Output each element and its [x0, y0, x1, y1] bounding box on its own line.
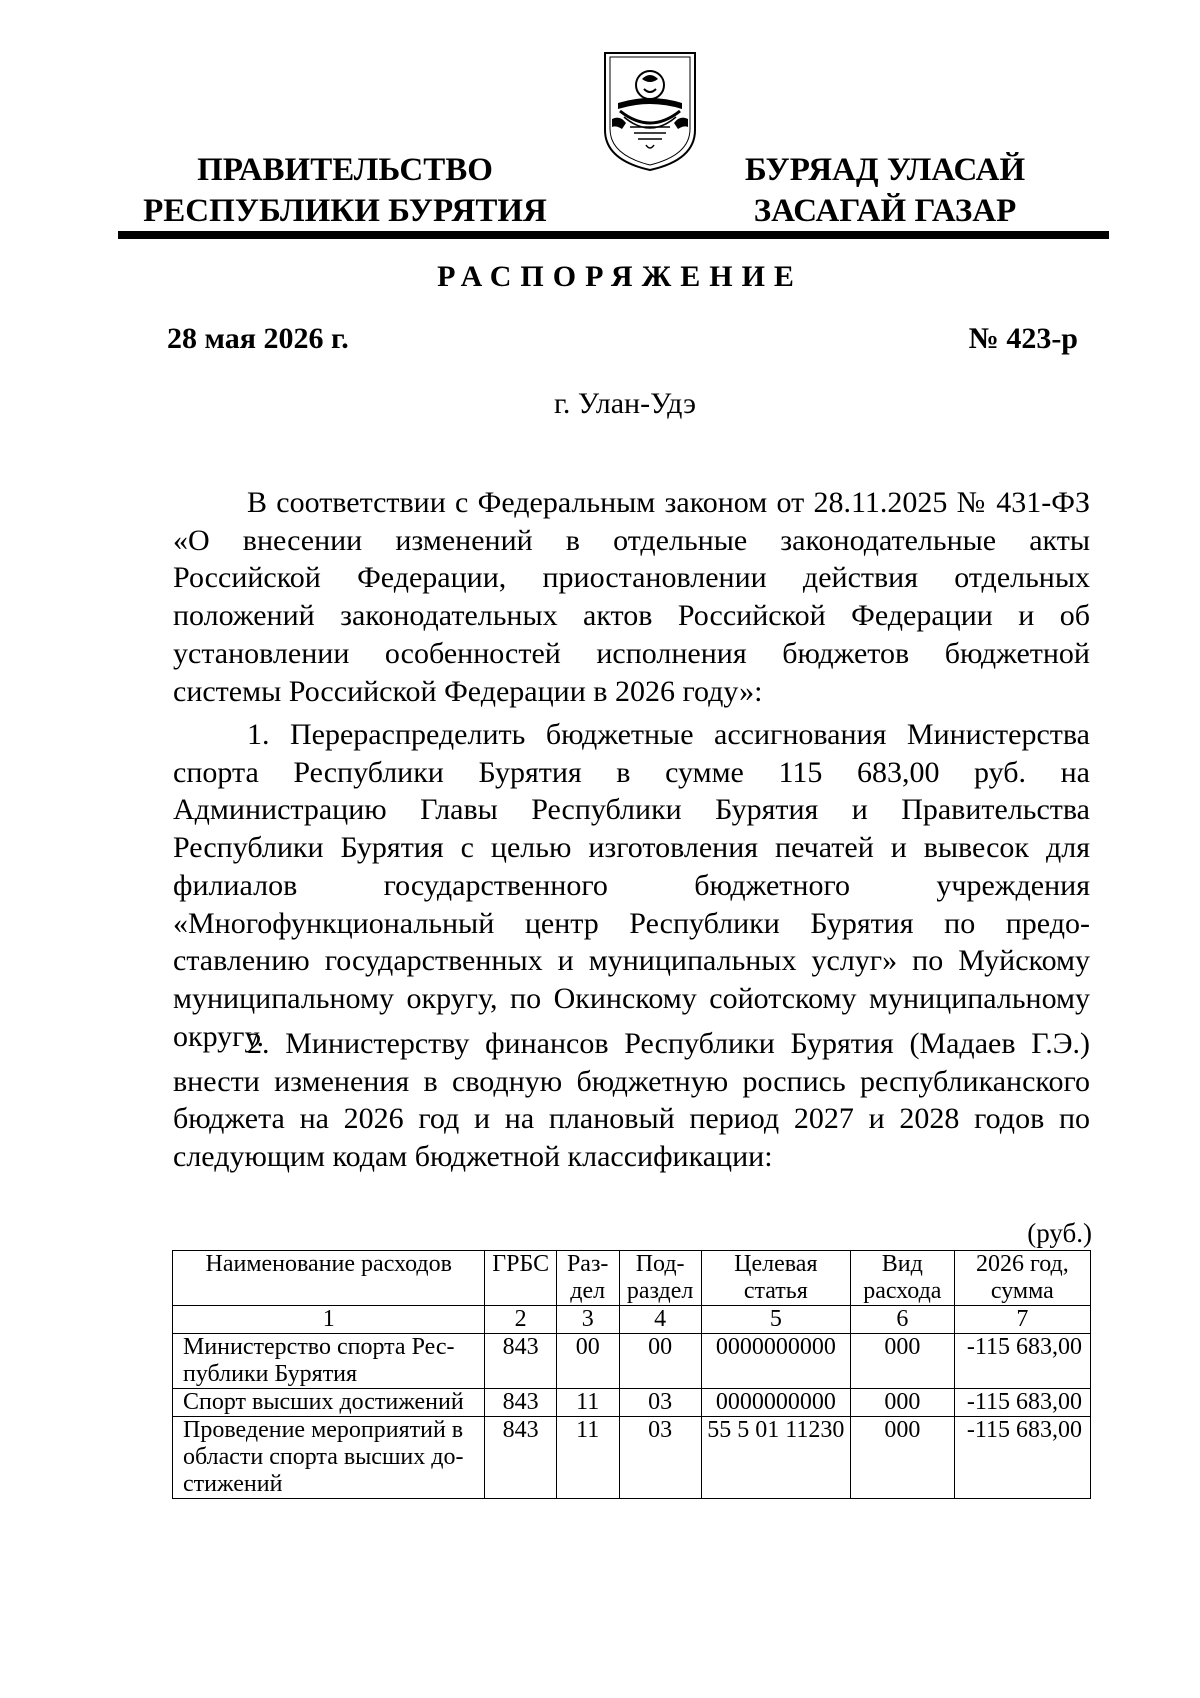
document-number: № 423-р — [968, 322, 1078, 355]
table-header-row — [173, 1251, 1091, 1306]
government-name-line: ЗАСАГАЙ ГАЗАР — [753, 193, 1017, 229]
column-number: 7 — [954, 1306, 1090, 1334]
section-code: 11 — [556, 1417, 619, 1499]
item-1-paragraph: 1. Перераспределить бюджетные ассигнования Министерства спорта Республики Бурятия в сумме 115 683,00 руб. на Администрацию Главы Республики Бурятия и Правительства Республики Бурятия с целью изготовления печатей и вывесок для филиалов государственного бюджетного учреждения «Многофункциональный центр Республики Бурятия по предоставлению государственных и муниципальных услуг» по Муйскому муниципальному округу, по Окинскому сойотскому муниципальному округу. — [173, 718, 1090, 1053]
target-article-code: 0000000000 — [701, 1334, 850, 1389]
expense-name: Спорт высших достижений — [173, 1389, 485, 1417]
column-header: 2026 год, сумма — [954, 1251, 1090, 1306]
grbs-code: 843 — [485, 1334, 556, 1389]
government-name-line: БУРЯАД УЛАСАЙ — [744, 152, 1026, 188]
document-city: г. Улан-Удэ — [553, 387, 697, 420]
column-header: Под-раздел — [619, 1251, 701, 1306]
subsection-code: 00 — [619, 1334, 701, 1389]
table-row — [173, 1334, 1091, 1389]
column-number: 3 — [556, 1306, 619, 1334]
section-code: 00 — [556, 1334, 619, 1389]
column-number: 2 — [485, 1306, 556, 1334]
header-rule — [118, 231, 1109, 239]
column-header: Целевая статья — [701, 1251, 850, 1306]
expense-name: Проведение мероприятий в области спорта высших достижений — [173, 1417, 485, 1499]
expense-name: Министерство спорта Республики Бурятия — [173, 1334, 485, 1389]
currency-unit: (руб.) — [1027, 1218, 1092, 1248]
column-number: 1 — [173, 1306, 485, 1334]
government-name-buryat — [720, 150, 1050, 232]
section-code: 11 — [556, 1389, 619, 1417]
column-header: Раз-дел — [556, 1251, 619, 1306]
government-name-line: РЕСПУБЛИКИ БУРЯТИЯ — [143, 193, 547, 229]
grbs-code: 843 — [485, 1389, 556, 1417]
document-type: РАСПОРЯЖЕНИЕ — [437, 260, 803, 293]
coat-of-arms-of-buryatia-icon — [590, 45, 710, 175]
column-number: 4 — [619, 1306, 701, 1334]
column-number: 5 — [701, 1306, 850, 1334]
table-row — [173, 1389, 1091, 1417]
expense-kind-code: 000 — [850, 1389, 954, 1417]
column-number: 6 — [850, 1306, 954, 1334]
subsection-code: 03 — [619, 1389, 701, 1417]
subsection-code: 03 — [619, 1417, 701, 1499]
government-name-line: ПРАВИТЕЛЬСТВО — [197, 152, 493, 188]
amount: -115 683,00 — [954, 1417, 1090, 1499]
item-2-paragraph: 2. Министерству финансов Республики Бурятия (Мадаев Г.Э.) внести изменения в сводную бюджетную роспись республиканского бюджета на 2026 год и на плановый период 2027 и 2028 годов по следующим кодам бюджетной классификации: — [173, 1027, 1090, 1174]
expense-kind-code: 000 — [850, 1417, 954, 1499]
column-header: Наименование расходов — [173, 1251, 485, 1306]
column-header: ГРБС — [485, 1251, 556, 1306]
column-header: Вид расхода — [850, 1251, 954, 1306]
coat-of-arms-emblem — [590, 45, 710, 175]
table-row — [173, 1417, 1091, 1499]
target-article-code: 0000000000 — [701, 1389, 850, 1417]
amount: -115 683,00 — [954, 1389, 1090, 1417]
expense-kind-code: 000 — [850, 1334, 954, 1389]
target-article-code: 55 5 01 11230 — [701, 1417, 850, 1499]
government-name-russian — [140, 150, 550, 232]
grbs-code: 843 — [485, 1417, 556, 1499]
document-date: 28 мая 2026 г. — [167, 322, 349, 355]
budget-table — [172, 1250, 1091, 1499]
column-number-row — [173, 1306, 1091, 1334]
preamble-paragraph: В соответствии с Федеральным законом от 28.11.2025 № 431-ФЗ «О внесении изменений в отдельные законодательные акты Российской Федерации, приостановлении действия отдельных положений законодательных актов Российской Федерации и об установлении особенностей исполнения бюджетов бюджетной системы Российской Федерации в 2026 году»: — [173, 486, 1090, 708]
amount: -115 683,00 — [954, 1334, 1090, 1389]
